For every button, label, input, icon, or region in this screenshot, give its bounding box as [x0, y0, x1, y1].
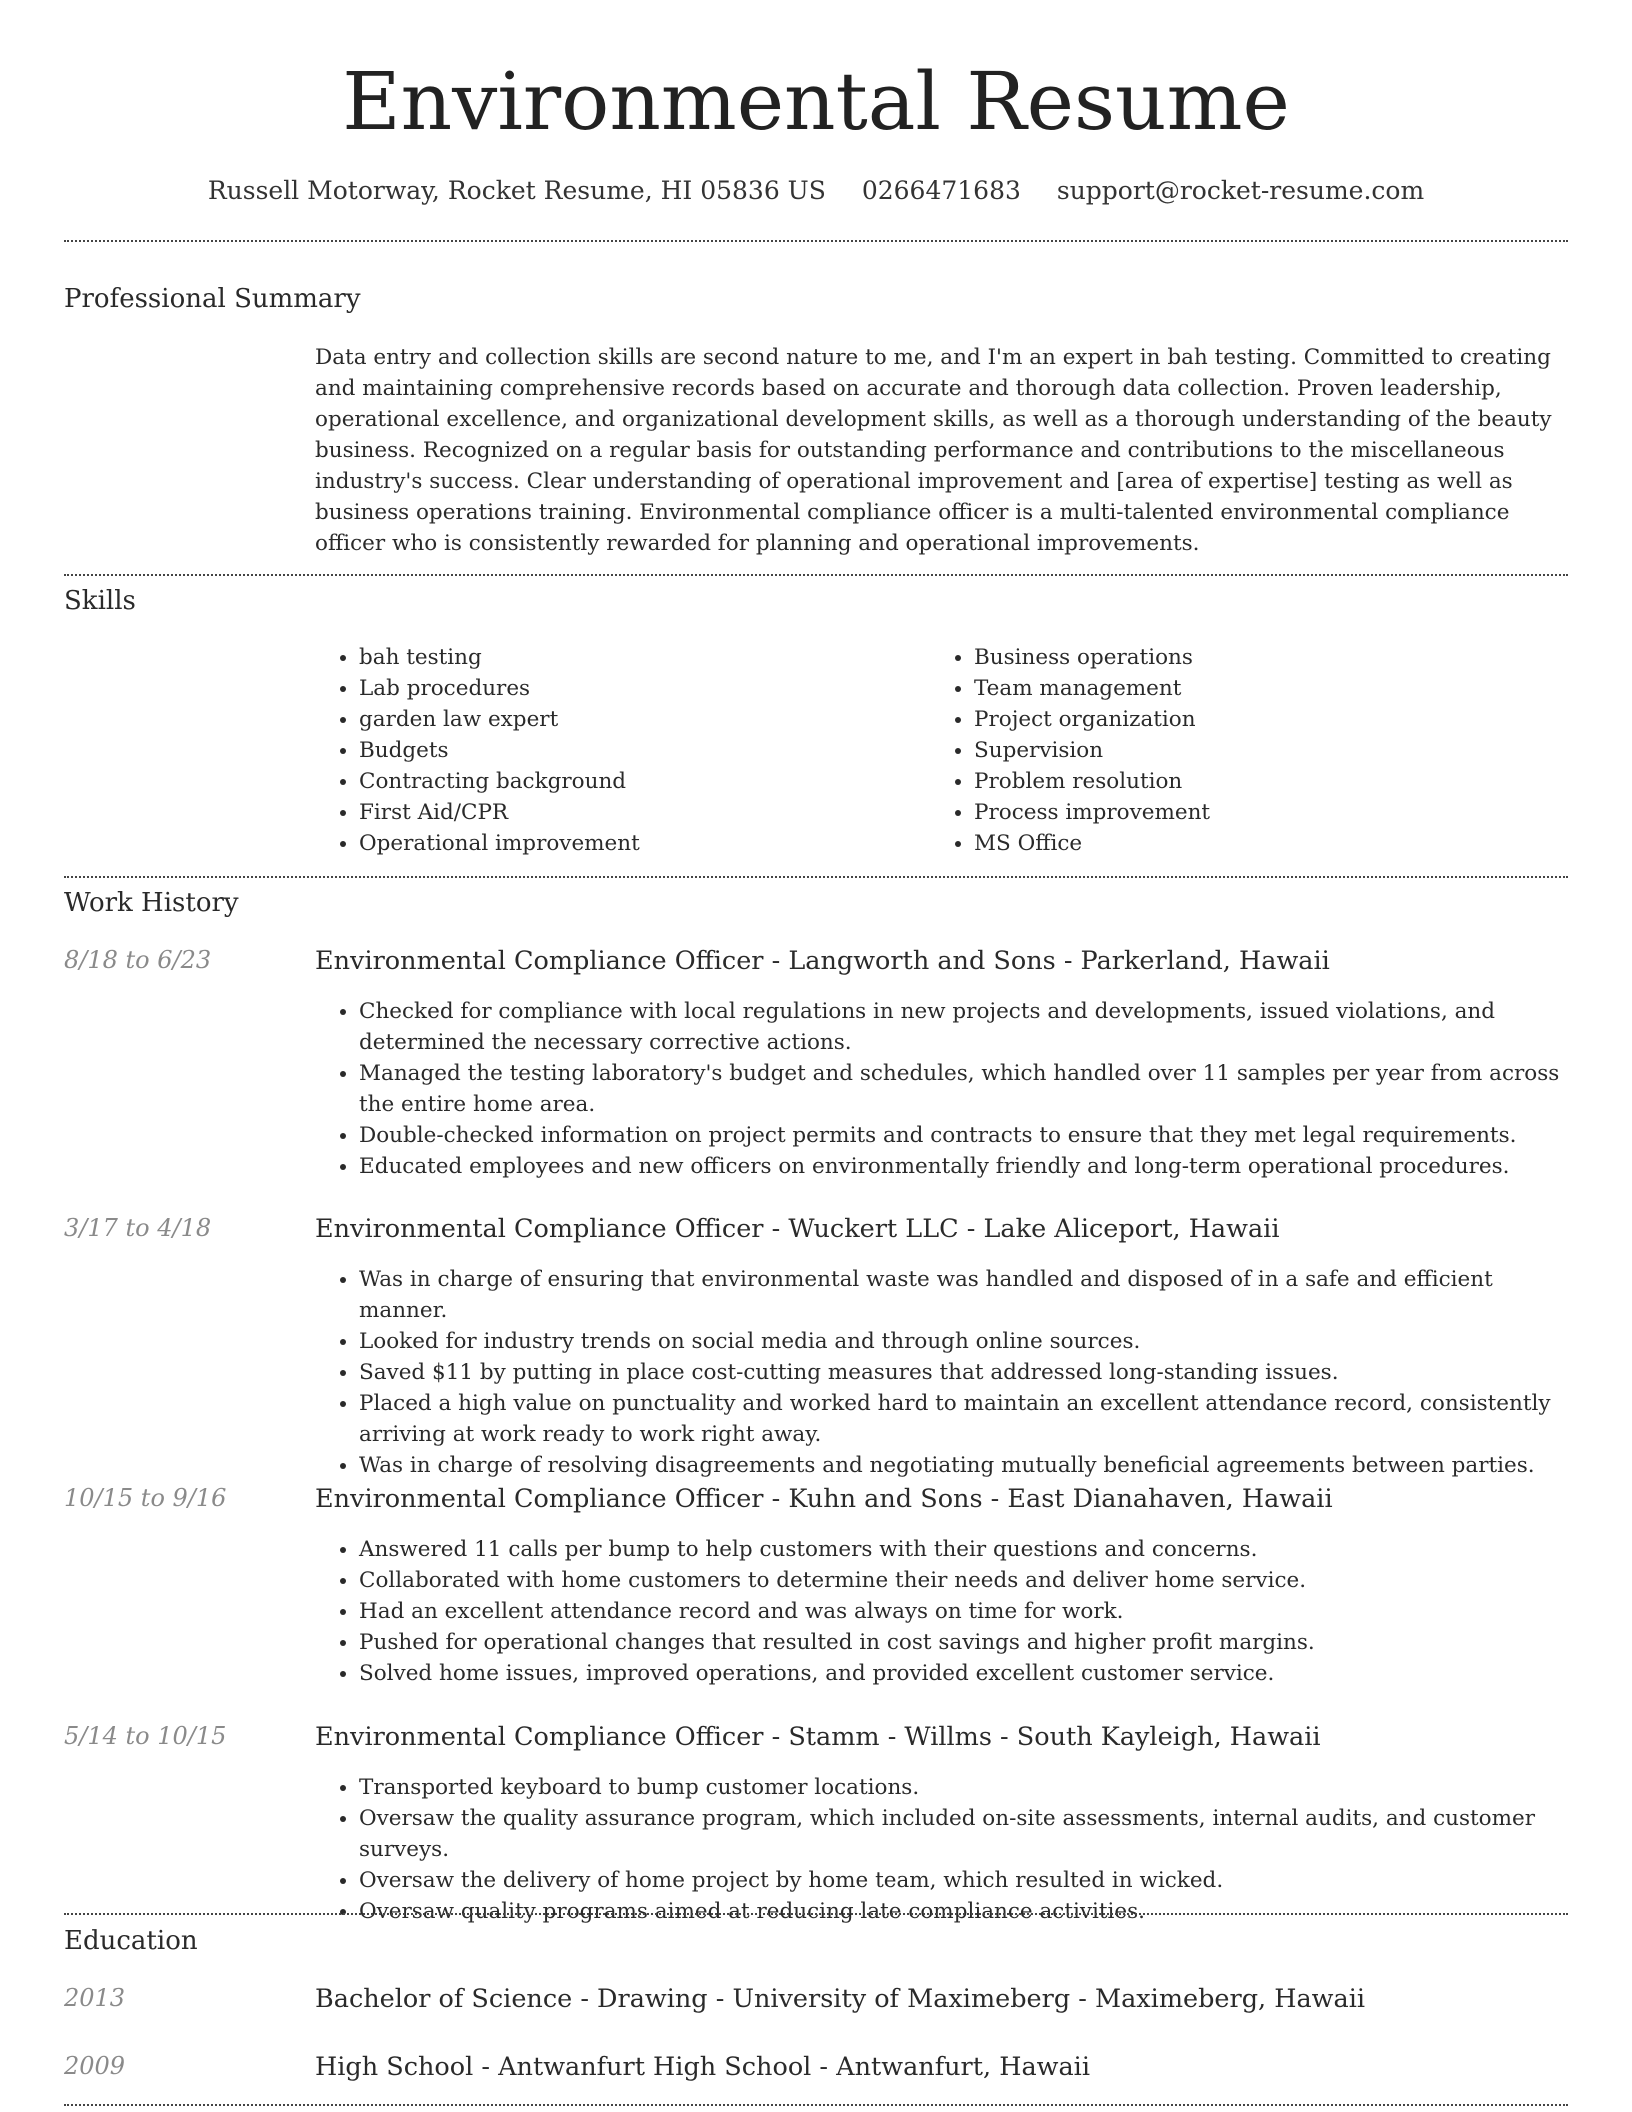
summary-heading: Professional Summary	[64, 284, 361, 314]
job-bullet: • Checked for compliance with local regulations in new projects and developments, issued violations, and determined the necessary corrective actions.	[359, 996, 1565, 1058]
divider	[64, 876, 1568, 878]
job-title: Environmental Compliance Officer - Stamm - Willms - South Kayleigh, Hawaii	[315, 1722, 1321, 1752]
job-bullet: • Had an excellent attendance record and was always on time for work.	[359, 1596, 1565, 1627]
job-bullets	[315, 1772, 1565, 1927]
job-bullets	[315, 996, 1565, 1182]
skill-item: • garden law expert	[359, 704, 875, 735]
job-bullet: • Pushed for operational changes that resulted in cost savings and higher profit margins.	[359, 1627, 1565, 1658]
job-title: Environmental Compliance Officer - Kuhn and Sons - East Dianahaven, Hawaii	[315, 1484, 1333, 1514]
skill-item: • Problem resolution	[974, 766, 1490, 797]
job-bullet: • Oversaw the delivery of home project by home team, which resulted in wicked.	[359, 1865, 1565, 1896]
skill-item: • Lab procedures	[359, 673, 875, 704]
job-bullet: • Collaborated with home customers to determine their needs and deliver home service.	[359, 1565, 1565, 1596]
divider	[64, 574, 1568, 576]
skills-column-right	[930, 642, 1490, 859]
job-bullet: • Managed the testing laboratory's budget and schedules, which handled over 11 samples per year from across the entire home area.	[359, 1058, 1565, 1120]
job-dates: 3/17 to 4/18	[64, 1214, 212, 1242]
skill-item: • Budgets	[359, 735, 875, 766]
contact-address: Russell Motorway, Rocket Resume, HI 05836 US	[207, 176, 826, 205]
skill-item: • Supervision	[974, 735, 1490, 766]
education-entry: High School - Antwanfurt High School - Antwanfurt, Hawaii	[315, 2052, 1090, 2082]
skill-item: • First Aid/CPR	[359, 797, 875, 828]
job-bullet: • Transported keyboard to bump customer locations.	[359, 1772, 1565, 1803]
contact-email: support@rocket-resume.com	[1056, 176, 1425, 205]
job-bullet: • Saved $11 by putting in place cost-cutting measures that addressed long-standing issues.	[359, 1357, 1565, 1388]
skill-item: • bah testing	[359, 642, 875, 673]
skills-column-left	[315, 642, 875, 859]
contact-line	[0, 176, 1632, 205]
job-bullet: • Oversaw quality programs aimed at reducing late compliance activities.	[359, 1896, 1565, 1927]
skill-item: • MS Office	[974, 828, 1490, 859]
job-bullet: • Oversaw the quality assurance program, which included on-site assessments, internal audits, and customer surveys.	[359, 1803, 1565, 1865]
job-bullet: • Answered 11 calls per bump to help customers with their questions and concerns.	[359, 1534, 1565, 1565]
skill-item: • Process improvement	[974, 797, 1490, 828]
divider	[64, 1913, 1568, 1915]
skills-heading: Skills	[64, 586, 136, 616]
resume-header	[0, 0, 1632, 205]
job-dates: 5/14 to 10/15	[64, 1722, 227, 1750]
job-title: Environmental Compliance Officer - Langworth and Sons - Parkerland, Hawaii	[315, 946, 1330, 976]
resume-name: Environmental Resume	[342, 55, 1290, 148]
job-bullet: • Looked for industry trends on social media and through online sources.	[359, 1326, 1565, 1357]
job-bullet: • Placed a high value on punctuality and worked hard to maintain an excellent attendance record, consistently arriving at work ready to work right away.	[359, 1388, 1565, 1450]
skill-item: • Business operations	[974, 642, 1490, 673]
job-bullets	[315, 1534, 1565, 1689]
job-bullet: • Was in charge of resolving disagreements and negotiating mutually beneficial agreements between parties.	[359, 1450, 1565, 1481]
contact-phone: 0266471683	[861, 176, 1021, 205]
divider	[64, 240, 1568, 242]
job-bullet: • Educated employees and new officers on environmentally friendly and long-term operational procedures.	[359, 1151, 1565, 1182]
job-bullets	[315, 1264, 1565, 1481]
job-dates: 8/18 to 6/23	[64, 946, 212, 974]
job-title: Environmental Compliance Officer - Wuckert LLC - Lake Aliceport, Hawaii	[315, 1214, 1280, 1244]
skill-item: • Team management	[974, 673, 1490, 704]
skill-item: • Operational improvement	[359, 828, 875, 859]
divider	[64, 2104, 1568, 2106]
job-dates: 10/15 to 9/16	[64, 1484, 227, 1512]
education-year: 2013	[64, 1984, 126, 2012]
summary-text: Data entry and collection skills are second nature to me, and I'm an expert in bah testing. Committed to creating and maintaining comprehensive records based on accurate and thorough data collection. Proven leadership, operational excellence, and organizational development skills, as well as a thorough understanding of the beauty business. Recognized on a regular basis for outstanding performance and contributions to the miscellaneous industry's success. Clear understanding of operational improvement and [area of expertise] testing as well as business operations training. Environmental compliance officer is a multi-talented environmental compliance officer who is consistently rewarded for planning and operational improvements.	[315, 345, 1552, 556]
education-heading: Education	[64, 1926, 198, 1956]
education-year: 2009	[64, 2052, 126, 2080]
job-bullet: • Double-checked information on project permits and contracts to ensure that they met legal requirements.	[359, 1120, 1565, 1151]
skill-item: • Contracting background	[359, 766, 875, 797]
job-bullet: • Solved home issues, improved operations, and provided excellent customer service.	[359, 1658, 1565, 1689]
job-bullet: • Was in charge of ensuring that environmental waste was handled and disposed of in a safe and efficient manner.	[359, 1264, 1565, 1326]
skill-item: • Project organization	[974, 704, 1490, 735]
education-entry: Bachelor of Science - Drawing - University of Maximeberg - Maximeberg, Hawaii	[315, 1984, 1366, 2014]
work-history-heading: Work History	[64, 888, 239, 918]
